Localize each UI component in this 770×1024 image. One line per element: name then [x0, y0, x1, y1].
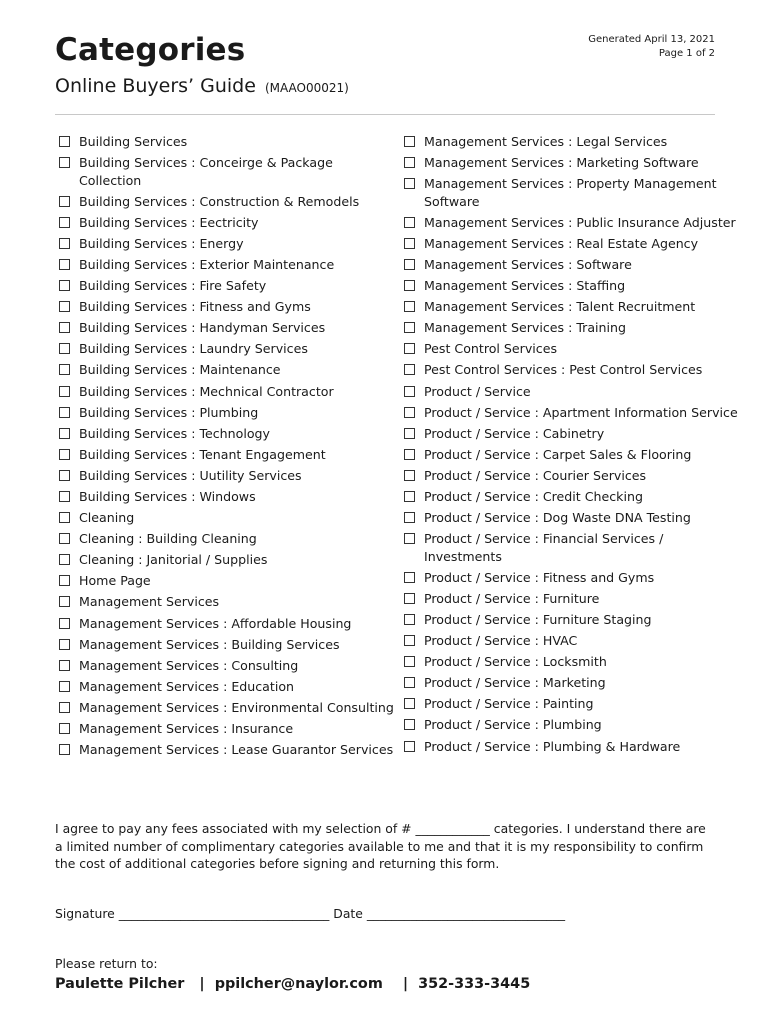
checkbox-icon[interactable]: [404, 407, 415, 418]
category-label: Product / Service : Fitness and Gyms: [424, 569, 655, 585]
category-label: Product / Service : Carpet Sales & Flooring: [424, 446, 692, 462]
checkbox-icon[interactable]: [404, 533, 415, 544]
category-label: Management Services : Insurance: [79, 721, 294, 737]
category-label: Building Services : Maintenance: [79, 362, 281, 378]
category-label: Building Services : Tenant Engagement: [79, 446, 326, 462]
category-label: Building Services : Eectricity: [79, 214, 259, 230]
category-label: Product / Service : Painting: [424, 696, 594, 712]
page-number: Page 1 of 2: [658, 48, 715, 59]
checkbox-icon[interactable]: [404, 136, 415, 147]
checkbox-icon[interactable]: [59, 301, 70, 312]
category-label: Management Services : Building Services: [79, 636, 340, 652]
category-item[interactable]: [404, 361, 744, 379]
category-item[interactable]: [59, 720, 399, 738]
return-contact: Paulette Pilcher | ppilcher@naylor.com | 352-333-3445: [55, 976, 531, 992]
category-item[interactable]: [59, 133, 399, 151]
category-item[interactable]: [404, 235, 744, 253]
checkbox-icon[interactable]: [59, 217, 70, 228]
checkbox-icon[interactable]: [59, 364, 70, 375]
category-item[interactable]: [404, 175, 744, 210]
checkbox-icon[interactable]: [404, 491, 415, 502]
category-label: Management Services : Affordable Housing: [79, 615, 352, 631]
checkbox-icon[interactable]: [59, 723, 70, 734]
checkbox-icon[interactable]: [59, 744, 70, 755]
checkbox-icon[interactable]: [404, 635, 415, 646]
category-item[interactable]: [404, 467, 744, 485]
checkbox-icon[interactable]: [404, 280, 415, 291]
checkbox-icon[interactable]: [404, 238, 415, 249]
return-label: Please return to:: [55, 956, 158, 971]
category-item[interactable]: [404, 133, 744, 151]
checkbox-icon[interactable]: [59, 554, 70, 565]
category-item[interactable]: [404, 632, 744, 650]
category-label: Management Services : Education: [79, 678, 295, 694]
category-item[interactable]: [404, 214, 744, 232]
category-label: Product / Service : Plumbing & Hardware: [424, 738, 681, 754]
checkbox-icon[interactable]: [59, 702, 70, 713]
category-label: Management Services : Public Insurance Adjuster: [424, 214, 736, 230]
category-label: Product / Service : Furniture: [424, 590, 600, 606]
category-item[interactable]: [59, 551, 399, 569]
checkbox-icon[interactable]: [404, 259, 415, 270]
checkbox-icon[interactable]: [59, 136, 70, 147]
category-item[interactable]: [59, 383, 399, 401]
checkbox-icon[interactable]: [404, 593, 415, 604]
checkbox-icon[interactable]: [59, 681, 70, 692]
category-item[interactable]: [404, 404, 744, 422]
checkbox-icon[interactable]: [404, 512, 415, 523]
category-label: Product / Service: [424, 383, 531, 399]
signature-date-line[interactable]: Signature __________________________________ Date ________________________________: [55, 906, 566, 921]
category-label: Management Services : Talent Recruitment: [424, 299, 696, 315]
checkbox-icon[interactable]: [59, 407, 70, 418]
category-label: Management Services : Staffing: [424, 278, 626, 294]
category-label: Pest Control Services : Pest Control Services: [424, 362, 703, 378]
category-label: Management Services : Marketing Software: [424, 155, 699, 171]
checkbox-icon[interactable]: [59, 618, 70, 629]
category-item[interactable]: [59, 467, 399, 485]
category-item[interactable]: [404, 695, 744, 713]
checkbox-icon[interactable]: [59, 428, 70, 439]
category-item[interactable]: [59, 256, 399, 274]
checkbox-icon[interactable]: [59, 386, 70, 397]
category-item[interactable]: [59, 361, 399, 379]
category-item[interactable]: [404, 154, 744, 172]
category-item[interactable]: [59, 530, 399, 548]
category-label: Building Services : Technology: [79, 425, 270, 441]
category-item[interactable]: [404, 488, 744, 506]
checkbox-icon[interactable]: [59, 343, 70, 354]
generated-date: Generated April 13, 2021: [588, 34, 715, 45]
category-item[interactable]: [59, 340, 399, 358]
checkbox-icon[interactable]: [404, 217, 415, 228]
category-label: Product / Service : Financial Services / Investments: [424, 531, 664, 564]
category-item[interactable]: [404, 298, 744, 316]
document-header: [55, 30, 715, 114]
category-item[interactable]: [59, 298, 399, 316]
checkbox-icon[interactable]: [59, 238, 70, 249]
category-label: Product / Service : Dog Waste DNA Testing: [424, 510, 691, 526]
category-label: Product / Service : Courier Services: [424, 467, 647, 483]
category-label: Product / Service : Marketing: [424, 675, 606, 691]
fee-agreement-text: I agree to pay any fees associated with my selection of # ____________ categories. I understand there are a limited number of complimentary categories available to me and that it is my responsibility to confirm the cost of additional categories before signing and returning this form.: [55, 821, 706, 871]
category-item[interactable]: [59, 404, 399, 422]
category-label: Product / Service : Plumbing: [424, 717, 602, 733]
category-item[interactable]: [59, 678, 399, 696]
category-label: Management Services: [79, 594, 220, 610]
checkbox-icon[interactable]: [404, 178, 415, 189]
guide-code: (MAAO00021): [264, 81, 349, 95]
category-item[interactable]: [404, 509, 744, 527]
checkbox-icon[interactable]: [404, 614, 415, 625]
checkbox-icon[interactable]: [404, 698, 415, 709]
category-label: Management Services : Lease Guarantor Services: [79, 742, 394, 758]
category-label: Building Services : Conceirge & Package Collection: [79, 155, 333, 188]
category-item[interactable]: [404, 530, 744, 565]
category-item[interactable]: [59, 657, 399, 675]
category-item[interactable]: [404, 319, 744, 337]
checkbox-icon[interactable]: [59, 322, 70, 333]
category-label: Product / Service : Furniture Staging: [424, 611, 652, 627]
header-divider: [55, 114, 715, 115]
category-item[interactable]: [59, 154, 399, 189]
checkbox-icon[interactable]: [404, 364, 415, 375]
checkbox-icon[interactable]: [404, 449, 415, 460]
checkbox-icon[interactable]: [59, 280, 70, 291]
category-item[interactable]: [404, 716, 744, 734]
checkbox-icon[interactable]: [404, 322, 415, 333]
checkbox-icon[interactable]: [404, 741, 415, 752]
category-label: Home Page: [79, 573, 151, 589]
category-label: Product / Service : Credit Checking: [424, 489, 643, 504]
checkbox-icon[interactable]: [404, 470, 415, 481]
category-label: Building Services: [79, 134, 188, 149]
checkbox-icon[interactable]: [404, 572, 415, 583]
category-label: Cleaning: [79, 510, 135, 526]
category-label: Management Services : Property Management Software: [424, 176, 717, 209]
category-item[interactable]: [404, 611, 744, 629]
page-subtitle: [55, 74, 349, 100]
category-label: Building Services : Mechnical Contractor: [79, 383, 334, 399]
document-meta: [588, 33, 715, 61]
category-label: Building Services : Windows: [79, 489, 256, 504]
category-label: Management Services : Training: [424, 320, 627, 336]
category-item[interactable]: [404, 653, 744, 671]
checkbox-icon[interactable]: [59, 157, 70, 168]
category-item[interactable]: [404, 446, 744, 464]
checkbox-icon[interactable]: [59, 660, 70, 671]
category-label: Building Services : Laundry Services: [79, 341, 308, 357]
category-label: Building Services : Fitness and Gyms: [79, 299, 311, 315]
category-item[interactable]: [59, 235, 399, 253]
checkbox-icon[interactable]: [404, 301, 415, 312]
category-item[interactable]: [404, 738, 744, 756]
checkbox-icon[interactable]: [59, 639, 70, 650]
checkbox-icon[interactable]: [59, 491, 70, 502]
category-list-left: [59, 133, 399, 762]
category-item[interactable]: [59, 193, 399, 211]
checkbox-icon[interactable]: [59, 470, 70, 481]
checkbox-icon[interactable]: [59, 196, 70, 207]
category-item[interactable]: [404, 256, 744, 274]
category-item[interactable]: [59, 319, 399, 337]
category-label: Building Services : Handyman Services: [79, 320, 326, 336]
category-item[interactable]: [59, 699, 399, 717]
category-item[interactable]: [404, 569, 744, 587]
category-item[interactable]: [404, 425, 744, 443]
category-item[interactable]: [59, 572, 399, 590]
category-item[interactable]: [404, 277, 744, 295]
checkbox-icon[interactable]: [404, 343, 415, 354]
checkbox-icon[interactable]: [59, 259, 70, 270]
category-item[interactable]: [404, 674, 744, 692]
checkbox-icon[interactable]: [59, 533, 70, 544]
category-label: Cleaning : Janitorial / Supplies: [79, 552, 268, 568]
category-label: Building Services : Plumbing: [79, 404, 259, 420]
category-label: Building Services : Construction & Remodels: [79, 193, 360, 209]
checkbox-icon[interactable]: [404, 677, 415, 688]
checkbox-icon[interactable]: [404, 157, 415, 168]
category-label: Product / Service : Cabinetry: [424, 425, 605, 441]
category-item[interactable]: [59, 277, 399, 295]
category-label: Building Services : Exterior Maintenance: [79, 256, 335, 272]
category-item[interactable]: [59, 593, 399, 611]
page-title: Categories: [55, 32, 246, 68]
checkbox-icon[interactable]: [404, 719, 415, 730]
category-item[interactable]: [404, 590, 744, 608]
checkbox-icon[interactable]: [59, 596, 70, 607]
checkbox-icon[interactable]: [59, 449, 70, 460]
category-label: Management Services : Software: [424, 256, 632, 272]
category-item[interactable]: [59, 636, 399, 654]
category-label: Cleaning : Building Cleaning: [79, 531, 257, 547]
category-label: Building Services : Energy: [79, 235, 244, 251]
checkbox-icon[interactable]: [404, 386, 415, 397]
category-label: Building Services : Uutility Services: [79, 467, 302, 483]
checkbox-icon[interactable]: [404, 428, 415, 439]
category-item[interactable]: [59, 741, 399, 759]
category-item[interactable]: [404, 383, 744, 401]
category-label: Management Services : Real Estate Agency: [424, 235, 699, 251]
category-label: Management Services : Environmental Consulting: [79, 699, 394, 715]
category-list-right: [404, 133, 744, 759]
checkbox-icon[interactable]: [59, 512, 70, 523]
category-label: Product / Service : Locksmith: [424, 654, 607, 670]
guide-name: Online Buyers’ Guide: [55, 75, 256, 97]
category-label: Building Services : Fire Safety: [79, 278, 267, 294]
category-item[interactable]: [404, 340, 744, 358]
category-item[interactable]: [59, 509, 399, 527]
category-item[interactable]: [59, 488, 399, 506]
checkbox-icon[interactable]: [404, 656, 415, 667]
category-label: Management Services : Consulting: [79, 657, 299, 673]
category-item[interactable]: [59, 214, 399, 232]
category-label: Product / Service : Apartment Information Service: [424, 404, 738, 420]
category-item[interactable]: [59, 446, 399, 464]
category-label: Pest Control Services: [424, 341, 558, 357]
category-item[interactable]: [59, 615, 399, 633]
category-item[interactable]: [59, 425, 399, 443]
category-label: Management Services : Legal Services: [424, 134, 668, 149]
checkbox-icon[interactable]: [59, 575, 70, 586]
category-label: Product / Service : HVAC: [424, 633, 578, 649]
